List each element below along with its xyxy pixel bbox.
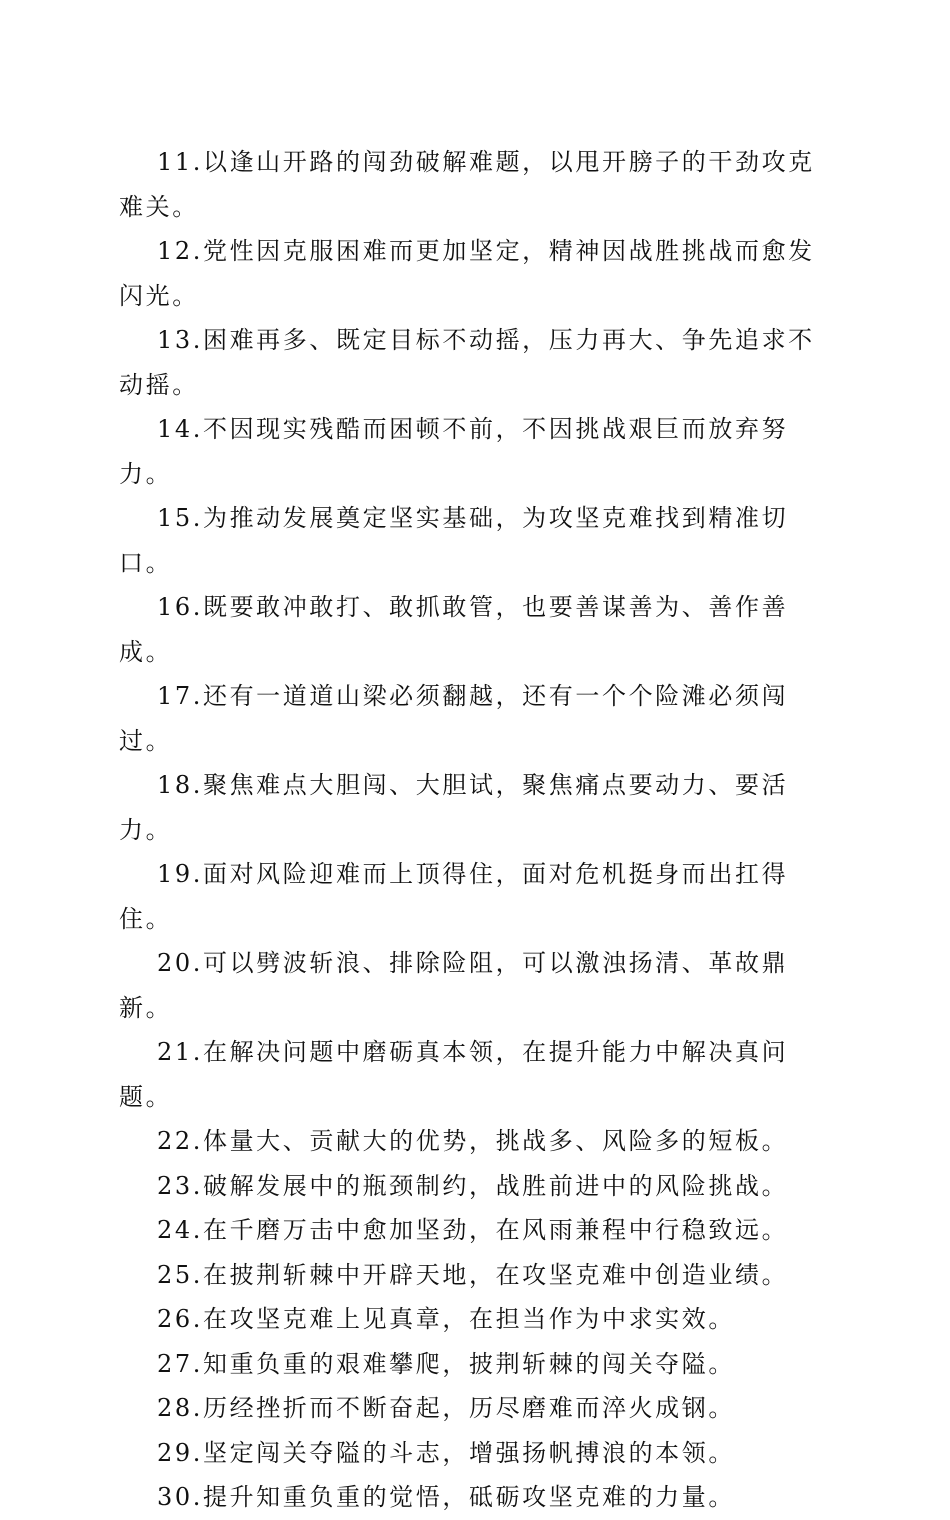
item-number: 22. <box>157 1127 203 1155</box>
item-text: 可以劈波斩浪、排除险阻，可以激浊扬清、革故鼎新。 <box>119 949 789 1022</box>
item-number: 13. <box>157 326 203 354</box>
list-item <box>119 674 831 763</box>
item-number: 29. <box>157 1438 203 1467</box>
list-item <box>119 1386 831 1431</box>
list-item <box>119 1208 831 1253</box>
item-text: 体量大、贡献大的优势，挑战多、风险多的短板。 <box>202 1127 789 1155</box>
item-text: 知重负重的艰难攀爬，披荆斩棘的闯关夺隘。 <box>202 1349 735 1378</box>
item-number: 24. <box>157 1216 203 1244</box>
item-number: 26. <box>157 1305 203 1333</box>
item-number: 21. <box>157 1038 203 1066</box>
item-text: 破解发展中的瓶颈制约，战胜前进中的风险挑战。 <box>202 1171 789 1200</box>
document-body <box>119 140 831 1520</box>
item-number: 27. <box>157 1349 203 1378</box>
list-item <box>119 407 831 496</box>
item-number: 20. <box>157 949 203 977</box>
item-number: 18. <box>157 771 203 799</box>
list-item <box>119 585 831 674</box>
item-text: 既要敢冲敢打、敢抓敢管，也要善谋善为、善作善成。 <box>119 593 789 666</box>
item-number: 28. <box>157 1394 203 1422</box>
item-text: 为推动发展奠定坚实基础，为攻坚克难找到精准切口。 <box>119 504 789 577</box>
list-item <box>119 1030 831 1119</box>
list-item <box>119 496 831 585</box>
item-number: 19. <box>157 860 203 888</box>
item-text: 在攻坚克难上见真章，在担当作为中求实效。 <box>202 1305 735 1333</box>
item-text: 还有一道道山梁必须翻越，还有一个个险滩必须闯过。 <box>119 682 789 755</box>
item-number: 16. <box>157 593 203 621</box>
list-item <box>119 1253 831 1298</box>
item-number: 14. <box>157 415 203 443</box>
list-item <box>119 1164 831 1209</box>
list-item <box>119 763 831 852</box>
item-number: 12. <box>157 237 203 265</box>
item-text: 在解决问题中磨砺真本领，在提升能力中解决真问题。 <box>119 1038 789 1111</box>
list-item <box>119 852 831 941</box>
list-item <box>119 1297 831 1342</box>
item-text: 坚定闯关夺隘的斗志，增强扬帆搏浪的本领。 <box>202 1438 735 1467</box>
item-text: 在千磨万击中愈加坚劲，在风雨兼程中行稳致远。 <box>202 1216 789 1244</box>
item-number: 15. <box>157 504 203 532</box>
list-item <box>119 1475 831 1520</box>
item-text: 党性因克服困难而更加坚定，精神因战胜挑战而愈发闪光。 <box>119 237 815 310</box>
list-item <box>119 941 831 1030</box>
item-text: 面对风险迎难而上顶得住，面对危机挺身而出扛得住。 <box>119 860 789 933</box>
list-item <box>119 318 831 407</box>
item-number: 11. <box>157 148 203 176</box>
item-text: 以逢山开路的闯劲破解难题，以甩开膀子的干劲攻克难关。 <box>119 148 815 221</box>
list-item <box>119 1119 831 1164</box>
item-text: 不因现实残酷而困顿不前，不因挑战艰巨而放弃努力。 <box>119 415 789 488</box>
list-item <box>119 1342 831 1387</box>
item-text: 困难再多、既定目标不动摇，压力再大、争先追求不动摇。 <box>119 326 815 399</box>
item-number: 23. <box>157 1171 203 1200</box>
list-item <box>119 140 831 229</box>
list-item <box>119 229 831 318</box>
item-text: 提升知重负重的觉悟，砥砺攻坚克难的力量。 <box>202 1483 735 1511</box>
item-text: 聚焦难点大胆闯、大胆试，聚焦痛点要动力、要活力。 <box>119 771 789 844</box>
item-number: 25. <box>157 1260 203 1289</box>
item-number: 30. <box>157 1483 203 1511</box>
item-text: 在披荆斩棘中开辟天地，在攻坚克难中创造业绩。 <box>202 1260 789 1289</box>
list-item <box>119 1431 831 1476</box>
item-text: 历经挫折而不断奋起，历尽磨难而淬火成钢。 <box>202 1394 735 1422</box>
item-number: 17. <box>157 682 203 710</box>
